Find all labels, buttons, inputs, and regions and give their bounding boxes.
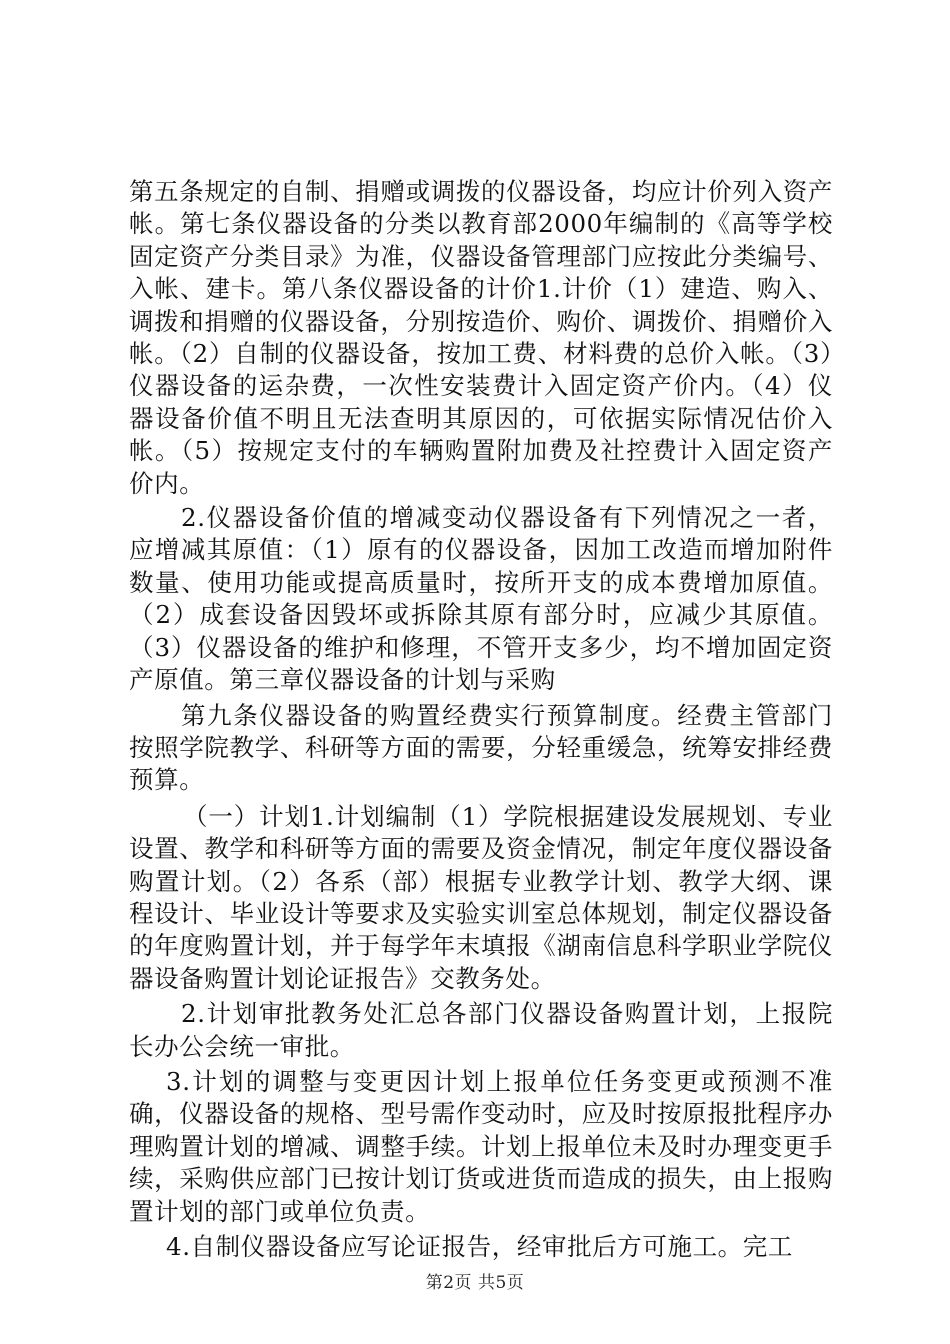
document-body (129, 176, 833, 1263)
paragraph-plan-compilation: （一）计划1.计划编制（1）学院根据建设发展规划、专业设置、教学和科研等方面的需要及资金情况，制定年度仪器设备购置计划。（2）各系（部）根据专业教学计划、教学大纲、课程设计、毕业设计等要求及实验实训室总体规划，制定仪器设备的年度购置计划，并于每学年末填报《湖南信息科学职业学院仪器设备购置计划论证报告》交教务处。 (129, 801, 833, 993)
paragraph-pricing-rules: 第五条规定的自制、捐赠或调拨的仪器设备，均应计价列入资产帐。第七条仪器设备的分类以教育部2000年编制的《高等学校固定资产分类目录》为准，仪器设备管理部门应按此分类编号、入帐、建卡。第八条仪器设备的计价1.计价（1）建造、购入、调拨和捐赠的仪器设备，分别按造价、购价、调拨价、捐赠价入帐。（2）自制的仪器设备，按加工费、材料费的总价入帐。（3）仪器设备的运杂费，一次性安装费计入固定资产价内。（4）仪器设备价值不明且无法查明其原因的，可依据实际情况估价入帐。（5）按规定支付的车辆购置附加费及社控费计入固定资产价内。 (129, 177, 833, 498)
paragraph-value-changes: 2.仪器设备价值的增减变动仪器设备有下列情况之一者，应增减其原值：（1）原有的仪器设备，因加工改造而增加附件数量、使用功能或提高质量时，按所开支的成本费增加原值。（2）成套设备因毁坏或拆除其原有部分时，应减少其原值。（3）仪器设备的维护和修理，不管开支多少，均不增加固定资产原值。第三章仪器设备的计划与采购 (129, 503, 833, 695)
paragraph-self-made-equipment: 4.自制仪器设备应写论证报告，经审批后方可施工。完工 (166, 1232, 793, 1261)
paragraph-budget: 第九条仪器设备的购置经费实行预算制度。经费主管部门按照学院教学、科研等方面的需要，分轻重缓急，统筹安排经费预算。 (129, 700, 833, 795)
paragraph-plan-adjustment: 3.计划的调整与变更因计划上报单位任务变更或预测不准确，仪器设备的规格、型号需作变动时，应及时按原报批程序办理购置计划的增减、调整手续。计划上报单位未及时办理变更手续，采购供应部门已按计划订货或进货而造成的损失，由上报购置计划的部门或单位负责。 (129, 1066, 833, 1226)
page-number-footer: 第2页 共5页 (425, 1273, 525, 1293)
paragraph-plan-approval: 2.计划审批教务处汇总各部门仪器设备购置计划，上报院长办公会统一审批。 (129, 999, 833, 1061)
